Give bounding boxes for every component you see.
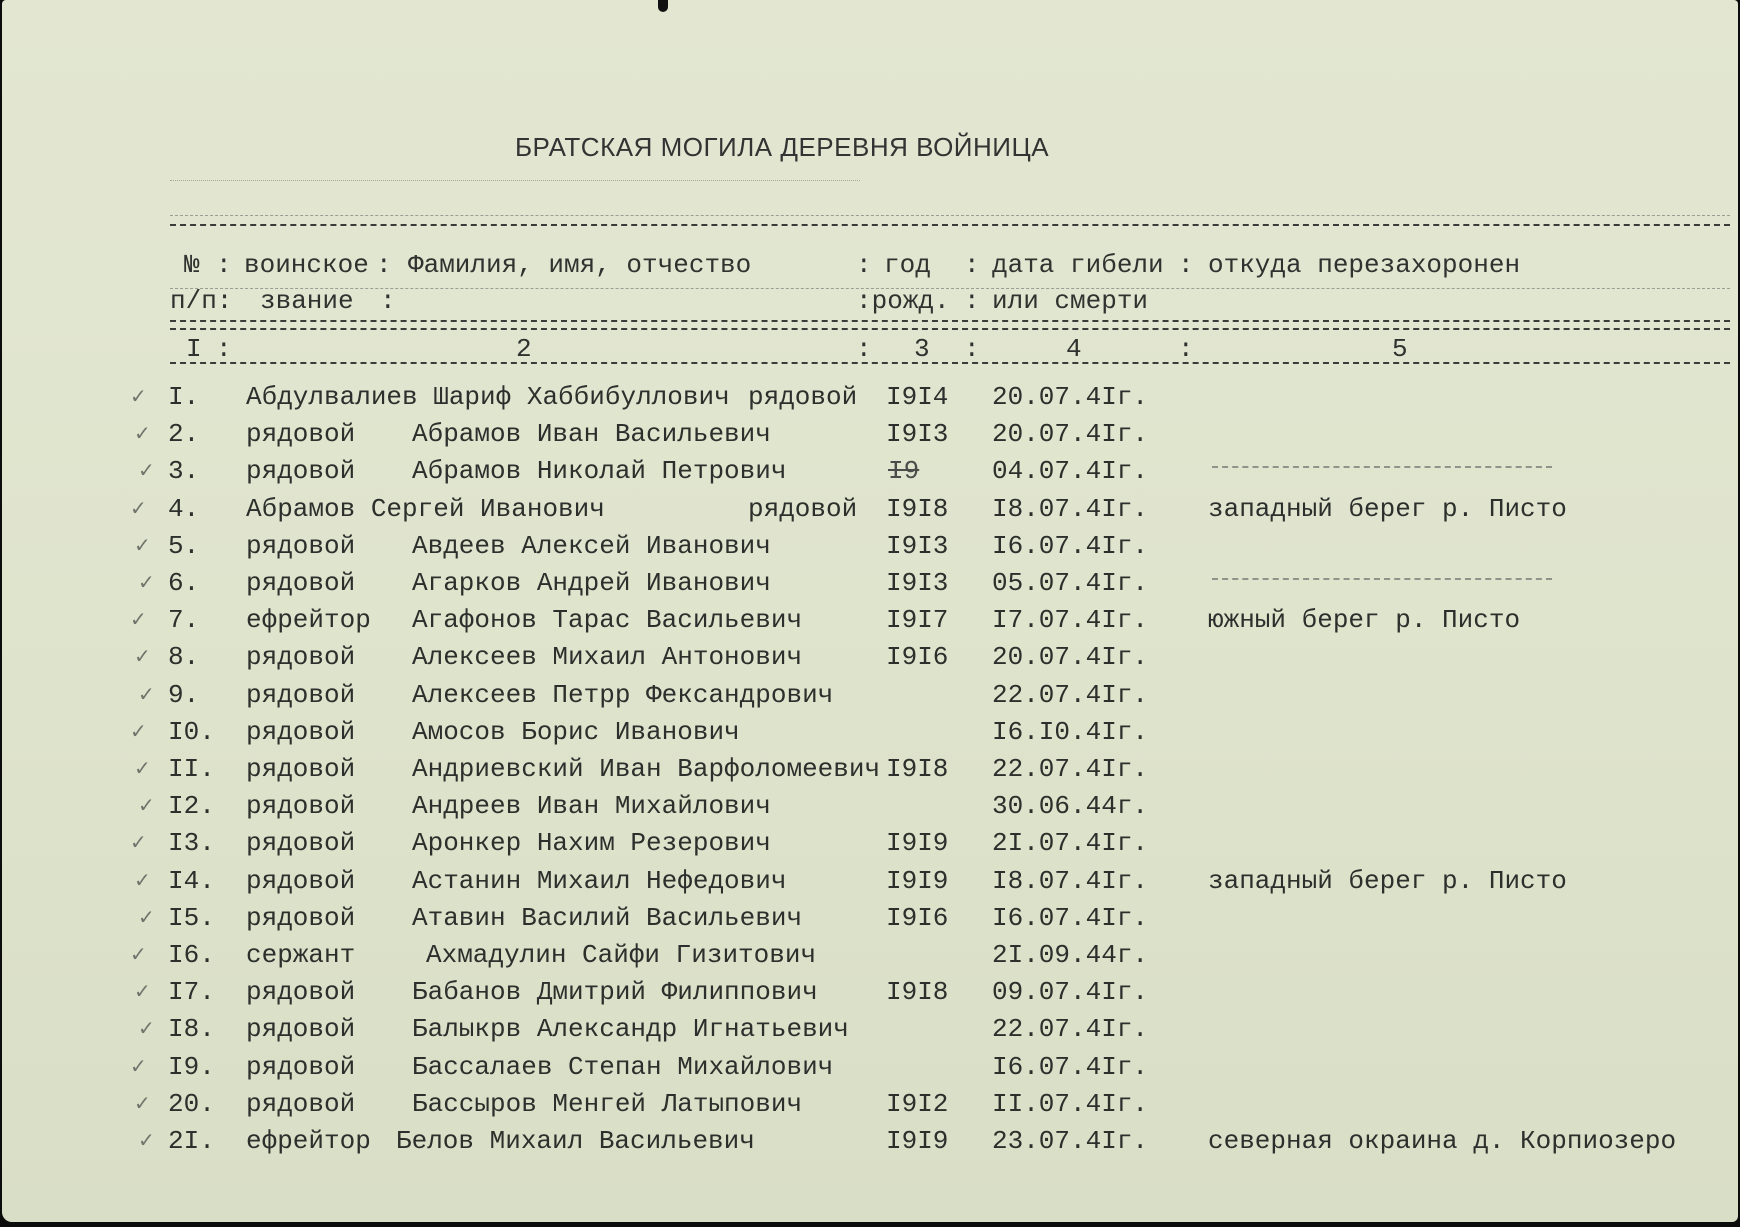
row-date: 22.07.4Iг. <box>992 1014 1149 1044</box>
check-mark: ✓ <box>138 458 155 482</box>
row-date: 23.07.4Iг. <box>992 1126 1149 1156</box>
colnum-sep-4: : <box>1178 334 1194 364</box>
row-name: Балыкрв Александр Игнатьевич <box>412 1014 849 1044</box>
row-date: 04.07.4Iг. <box>992 456 1149 486</box>
row-number: 3. <box>168 456 200 486</box>
row-year: I9I6 <box>886 903 949 933</box>
row-name: Абрамов Сергей Иванович <box>246 494 605 524</box>
row-name: Абрамов Николай Петрович <box>412 456 787 486</box>
row-date: I6.07.4Iг. <box>992 903 1149 933</box>
check-mark: ✓ <box>134 756 151 780</box>
row-number: I3. <box>168 828 215 858</box>
header-year-2: :рожд. <box>856 286 950 316</box>
row-number: 7. <box>168 605 200 635</box>
header-sep-6: : <box>380 286 396 316</box>
row-name: Авдеев Алексей Иванович <box>412 531 771 561</box>
row-date: I6.07.4Iг. <box>992 531 1149 561</box>
row-rank: ефрейтор <box>246 1126 371 1156</box>
row-rank: рядовой <box>246 903 356 933</box>
row-rank: рядовой <box>246 754 356 784</box>
header-date-2: или смерти <box>992 286 1149 316</box>
row-rank: рядовой <box>246 977 356 1007</box>
dotted-underline <box>170 180 860 181</box>
row-year: I9I9 <box>886 1126 949 1156</box>
header-sep-1: : <box>216 250 232 280</box>
colnum-2: 2 <box>516 334 532 364</box>
header-num: № <box>184 250 200 280</box>
row-number: I0. <box>168 717 215 747</box>
colnum-sep-1: : <box>216 334 232 364</box>
row-number: I. <box>168 382 200 412</box>
rule-bottom <box>170 362 1730 364</box>
row-rank: рядовой <box>246 568 356 598</box>
row-origin: западный берег р. Писто <box>1208 494 1567 524</box>
origin-dash-placeholder <box>1212 466 1552 468</box>
row-rank: рядовой <box>246 1089 356 1119</box>
row-name: Абрамов Иван Васильевич <box>412 419 771 449</box>
rule-thin-top <box>170 215 1730 216</box>
row-year: I9I4 <box>886 382 949 412</box>
check-mark: ✓ <box>138 793 155 817</box>
rule-thin-mid <box>170 288 1730 289</box>
row-date: 20.07.4Iг. <box>992 382 1149 412</box>
row-year: I9 <box>888 456 920 486</box>
document-title: БРАТСКАЯ МОГИЛА ДЕРЕВНЯ ВОЙНИЦА <box>514 132 1050 162</box>
row-name: Бассалаев Степан Михайлович <box>412 1052 834 1082</box>
row-date: I7.07.4Iг. <box>992 605 1149 635</box>
row-name: Бабанов Дмитрий Филиппович <box>412 977 818 1007</box>
row-date: I8.07.4Iг. <box>992 494 1149 524</box>
colnum-3: 3 <box>914 334 930 364</box>
row-number: 8. <box>168 642 200 672</box>
row-year: I9I7 <box>886 605 949 635</box>
row-name: Абдулвалиев Шариф Хаббибуллович <box>246 382 730 412</box>
row-date: 22.07.4Iг. <box>992 754 1149 784</box>
header-name: Фамилия, имя, отчество <box>408 250 752 280</box>
row-number: 20. <box>168 1089 215 1119</box>
row-rank: рядовой <box>748 494 858 524</box>
check-mark: ✓ <box>130 1054 147 1078</box>
check-mark: ✓ <box>130 607 147 631</box>
row-year: I9I8 <box>886 977 949 1007</box>
rule-mid <box>170 320 1730 322</box>
row-name: Алексеев Михаил Антонович <box>412 642 803 672</box>
header-sep-4: : <box>964 250 980 280</box>
row-year: I9I3 <box>886 568 949 598</box>
row-date: 2I.09.44г. <box>992 940 1149 970</box>
row-rank: рядовой <box>246 866 356 896</box>
row-year: I9I2 <box>886 1089 949 1119</box>
row-date: 09.07.4Iг. <box>992 977 1149 1007</box>
row-name: Аронкер Нахим Резерович <box>412 828 771 858</box>
header-origin: откуда перезахоронен <box>1208 250 1521 280</box>
check-mark: ✓ <box>130 830 147 854</box>
row-rank: рядовой <box>246 456 356 486</box>
check-mark: ✓ <box>130 719 147 743</box>
colnum-5: 5 <box>1392 334 1408 364</box>
check-mark: ✓ <box>134 979 151 1003</box>
row-year: I9I8 <box>886 754 949 784</box>
row-name: Агафонов Тарас Васильевич <box>412 605 803 635</box>
row-number: I9. <box>168 1052 215 1082</box>
row-name: Астанин Михаил Нефедович <box>412 866 787 896</box>
check-mark: ✓ <box>138 905 155 929</box>
header-year: год <box>884 250 931 280</box>
row-rank: ефрейтор <box>246 605 371 635</box>
row-origin: южный берег р. Писто <box>1208 605 1521 635</box>
row-name: Алексеев Петрр Фександрович <box>412 680 834 710</box>
row-number: 5. <box>168 531 200 561</box>
row-origin: западный берег р. Писто <box>1208 866 1567 896</box>
check-mark: ✓ <box>134 868 151 892</box>
row-date: 20.07.4Iг. <box>992 419 1149 449</box>
row-name: Бассыров Менгей Латыпович <box>412 1089 803 1119</box>
row-number: 4. <box>168 494 200 524</box>
row-date: 2I.07.4Iг. <box>992 828 1149 858</box>
punch-hole <box>658 0 668 12</box>
row-rank: рядовой <box>246 1052 356 1082</box>
row-rank: рядовой <box>246 828 356 858</box>
row-name: Андреев Иван Михайлович <box>412 791 771 821</box>
row-date: I8.07.4Iг. <box>992 866 1149 896</box>
row-number: I5. <box>168 903 215 933</box>
check-mark: ✓ <box>130 942 147 966</box>
colnum-1: I <box>186 334 202 364</box>
origin-dash-placeholder <box>1212 578 1552 580</box>
row-date: I6.I0.4Iг. <box>992 717 1149 747</box>
header-sep-5: : <box>1178 250 1194 280</box>
check-mark: ✓ <box>134 421 151 445</box>
colnum-sep-3: : <box>964 334 980 364</box>
row-date: 05.07.4Iг. <box>992 568 1149 598</box>
row-number: I7. <box>168 977 215 1007</box>
check-mark: ✓ <box>138 1128 155 1152</box>
header-sep-3: : <box>856 250 872 280</box>
row-date: I6.07.4Iг. <box>992 1052 1149 1082</box>
rule-mid-2 <box>170 328 1730 330</box>
row-rank: сержант <box>246 940 356 970</box>
row-name: Амосов Борис Иванович <box>412 717 740 747</box>
row-date: 20.07.4Iг. <box>992 642 1149 672</box>
check-mark: ✓ <box>134 533 151 557</box>
row-number: II. <box>168 754 215 784</box>
row-date: II.07.4Iг. <box>992 1089 1149 1119</box>
check-mark: ✓ <box>134 1091 151 1115</box>
row-year: I9I3 <box>886 531 949 561</box>
row-number: 6. <box>168 568 200 598</box>
row-rank: рядовой <box>246 642 356 672</box>
document-sheet <box>2 0 1738 1222</box>
row-number: 2I. <box>168 1126 215 1156</box>
check-mark: ✓ <box>138 570 155 594</box>
colnum-4: 4 <box>1066 334 1082 364</box>
row-rank: рядовой <box>246 1014 356 1044</box>
row-name: Андриевский Иван Варфоломеевич <box>412 754 881 784</box>
row-number: 2. <box>168 419 200 449</box>
row-number: I6. <box>168 940 215 970</box>
header-sep-2: : <box>376 250 392 280</box>
row-date: 22.07.4Iг. <box>992 680 1149 710</box>
row-rank: рядовой <box>748 382 858 412</box>
row-rank: рядовой <box>246 531 356 561</box>
check-mark: ✓ <box>138 682 155 706</box>
check-mark: ✓ <box>134 644 151 668</box>
header-sep-7: : <box>964 286 980 316</box>
check-mark: ✓ <box>130 384 147 408</box>
row-number: I8. <box>168 1014 215 1044</box>
row-year: I9I9 <box>886 866 949 896</box>
header-rank: воинское <box>244 250 369 280</box>
row-number: I4. <box>168 866 215 896</box>
colnum-sep-2: : <box>856 334 872 364</box>
row-number: 9. <box>168 680 200 710</box>
row-name: Атавин Василий Васильевич <box>412 903 803 933</box>
header-date: дата гибели <box>992 250 1164 280</box>
row-name: Белов Михаил Васильевич <box>396 1126 755 1156</box>
row-year: I9I8 <box>886 494 949 524</box>
row-year: I9I3 <box>886 419 949 449</box>
row-year: I9I6 <box>886 642 949 672</box>
row-date: 30.06.44г. <box>992 791 1149 821</box>
rule-top <box>170 224 1730 226</box>
row-origin: северная окраина д. Корпиозеро <box>1208 1126 1677 1156</box>
row-name: Агарков Андрей Иванович <box>412 568 771 598</box>
row-rank: рядовой <box>246 717 356 747</box>
check-mark: ✓ <box>130 496 147 520</box>
row-number: I2. <box>168 791 215 821</box>
row-name: Ахмадулин Сайфи Гизитович <box>426 940 817 970</box>
row-rank: рядовой <box>246 680 356 710</box>
header-rank-2: звание <box>260 286 354 316</box>
row-year: I9I9 <box>886 828 949 858</box>
row-rank: рядовой <box>246 791 356 821</box>
row-rank: рядовой <box>246 419 356 449</box>
header-num-2: п/п: <box>170 286 233 316</box>
check-mark: ✓ <box>138 1016 155 1040</box>
